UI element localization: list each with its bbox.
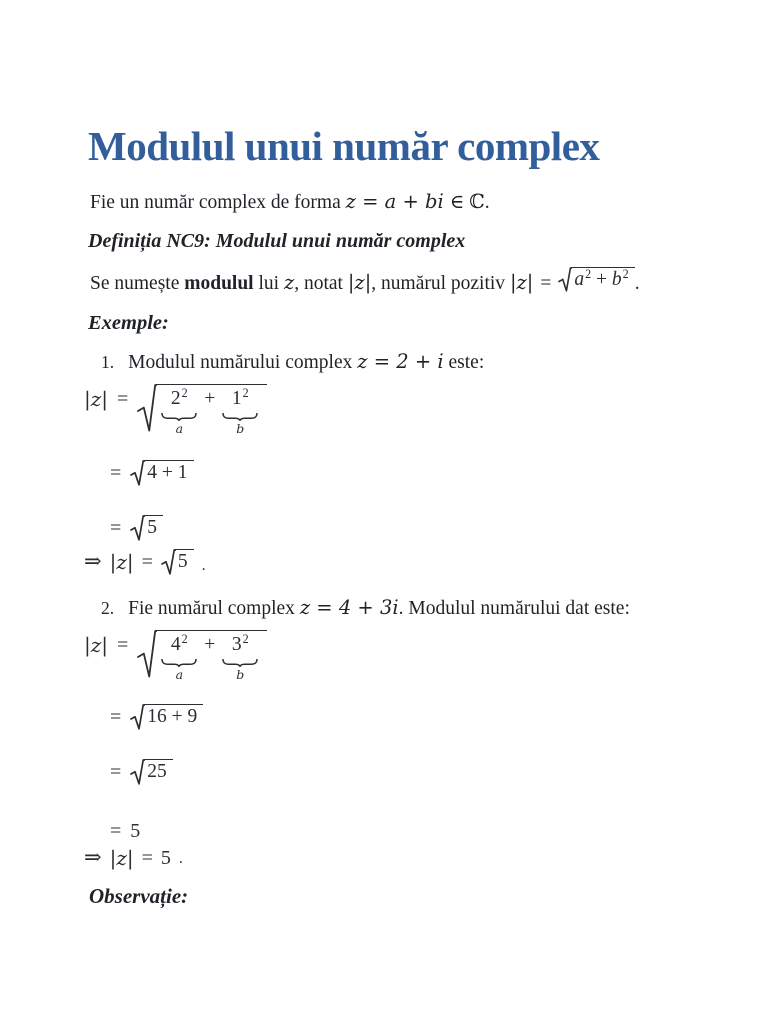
intro-formula: z = a + bi (345, 190, 450, 213)
radical-sign (130, 515, 145, 542)
example1-statement (101, 350, 484, 375)
underbrace (222, 412, 258, 421)
radical-sign (161, 549, 176, 576)
observation-heading: Observație: (89, 884, 189, 908)
intro-line (90, 190, 490, 215)
radical-sign (130, 460, 145, 487)
sqrt-radicand: 4 + 1 (144, 460, 193, 484)
radical-sign (130, 704, 145, 731)
definition-mid1: lui (253, 273, 284, 294)
equals-sign: = (110, 761, 122, 783)
sqrt-radicand: 25 (144, 759, 173, 783)
sqrt-expression (130, 704, 203, 731)
abs-z: |z| (347, 271, 372, 294)
equals-sign: = (540, 273, 552, 294)
example2-step-2 (110, 759, 173, 786)
statement-post: . Modulul numărului dat este: (398, 598, 630, 619)
abs-z: |z| (109, 846, 134, 870)
definition-period: . (634, 273, 640, 294)
var-b: b (611, 269, 622, 290)
sqrt-radicand (156, 384, 267, 435)
underbrace-label: b (236, 421, 245, 436)
abs-z: |z| (84, 633, 109, 657)
page-title: Modulul unui număr complex (88, 123, 600, 169)
definition-pre: Se numește (90, 273, 185, 294)
plus-sign: + (204, 388, 216, 409)
var-a: a (574, 269, 585, 290)
statement-pre: Fie numărul complex (128, 598, 300, 619)
sqrt-expression (558, 267, 634, 293)
example2-statement (101, 596, 630, 621)
underbraced-term-a (161, 634, 197, 681)
example2-step-3 (110, 818, 140, 842)
statement-text (128, 596, 630, 621)
statement-text (128, 350, 484, 375)
list-number: 2. (101, 598, 115, 618)
example2-step-1 (110, 704, 203, 731)
exponent: 2 (585, 267, 592, 282)
underbrace-label: a (175, 667, 184, 682)
sqrt-expression (137, 384, 267, 435)
sqrt-radicand: 16 + 9 (144, 704, 203, 728)
equals-sign: = (141, 847, 153, 869)
implies-arrow: ⇒ (84, 845, 102, 869)
exponent: 2 (622, 267, 629, 282)
underbrace (161, 412, 197, 421)
equals-sign: = (117, 634, 129, 656)
example1-step-1 (110, 460, 194, 487)
equals-sign: = (110, 706, 122, 728)
base: 2 (170, 388, 181, 409)
exponent: 2 (242, 632, 249, 647)
sqrt-expression (130, 759, 173, 786)
equals-sign: = (110, 462, 122, 484)
underbrace-label: a (175, 421, 184, 436)
plus-sign: + (596, 269, 608, 290)
example1-conclusion (84, 549, 206, 576)
statement-math: z = 2 + i (357, 350, 444, 373)
exponent: 2 (242, 386, 249, 401)
underbrace (161, 658, 197, 667)
sqrt-radicand (156, 630, 267, 681)
radical-sign (130, 759, 145, 786)
var-z: z (283, 271, 295, 294)
sqrt-expression (161, 549, 194, 576)
sqrt-expression (130, 460, 193, 487)
sqrt-expression (130, 515, 163, 542)
definition-line (90, 267, 640, 296)
equals-sign: = (110, 820, 122, 842)
statement-post: este: (443, 352, 485, 373)
examples-heading: Exemple: (88, 312, 169, 334)
example1-step-2 (110, 515, 163, 542)
intro-text: Fie un număr complex de forma (90, 192, 346, 213)
sqrt-expression (137, 630, 267, 681)
example1-formula (84, 384, 267, 435)
period: . (201, 557, 206, 574)
exponent: 2 (181, 632, 188, 647)
plus-sign: + (204, 634, 216, 655)
example2-conclusion (84, 845, 183, 869)
base: 1 (231, 388, 242, 409)
exponent: 2 (181, 386, 188, 401)
equals-sign: = (110, 517, 122, 539)
definition-bold-word: modulul (184, 273, 254, 294)
underbrace (222, 658, 258, 667)
term (232, 388, 249, 411)
set-membership: ∈ ℂ (449, 192, 485, 213)
base: 3 (231, 634, 242, 655)
abs-z: |z| (84, 387, 109, 411)
term (232, 634, 249, 657)
statement-math: z = 4 + 3i (299, 596, 399, 619)
underbraced-term-a (161, 388, 197, 435)
value: 5 (130, 820, 141, 842)
term (171, 388, 188, 411)
radical-sign (137, 384, 157, 433)
example2-formula (84, 630, 267, 681)
sqrt-radicand (571, 267, 634, 292)
base: 4 (170, 634, 181, 655)
implies-arrow: ⇒ (84, 549, 102, 573)
underbrace-label: b (236, 667, 245, 682)
definition-mid2: , notat (294, 273, 348, 294)
period: . (178, 850, 183, 867)
equals-sign: = (141, 551, 153, 573)
underbraced-term-b (222, 388, 258, 435)
equals-sign: = (117, 388, 129, 410)
abs-z: |z| (509, 271, 534, 294)
sqrt-radicand: 5 (144, 515, 163, 539)
value: 5 (160, 847, 171, 869)
radical-sign (137, 630, 157, 679)
definition-heading: Definiția NC9: Modulul unui număr complex (88, 230, 466, 252)
statement-pre: Modulul numărului complex (128, 352, 358, 373)
radical-sign (558, 267, 572, 293)
definition-mid3: , numărul pozitiv (371, 273, 510, 294)
intro-period: . (484, 192, 490, 213)
underbraced-term-b (222, 634, 258, 681)
list-number: 1. (101, 352, 115, 372)
sqrt-radicand: 5 (175, 549, 194, 573)
term (171, 634, 188, 657)
abs-z: |z| (109, 550, 134, 574)
